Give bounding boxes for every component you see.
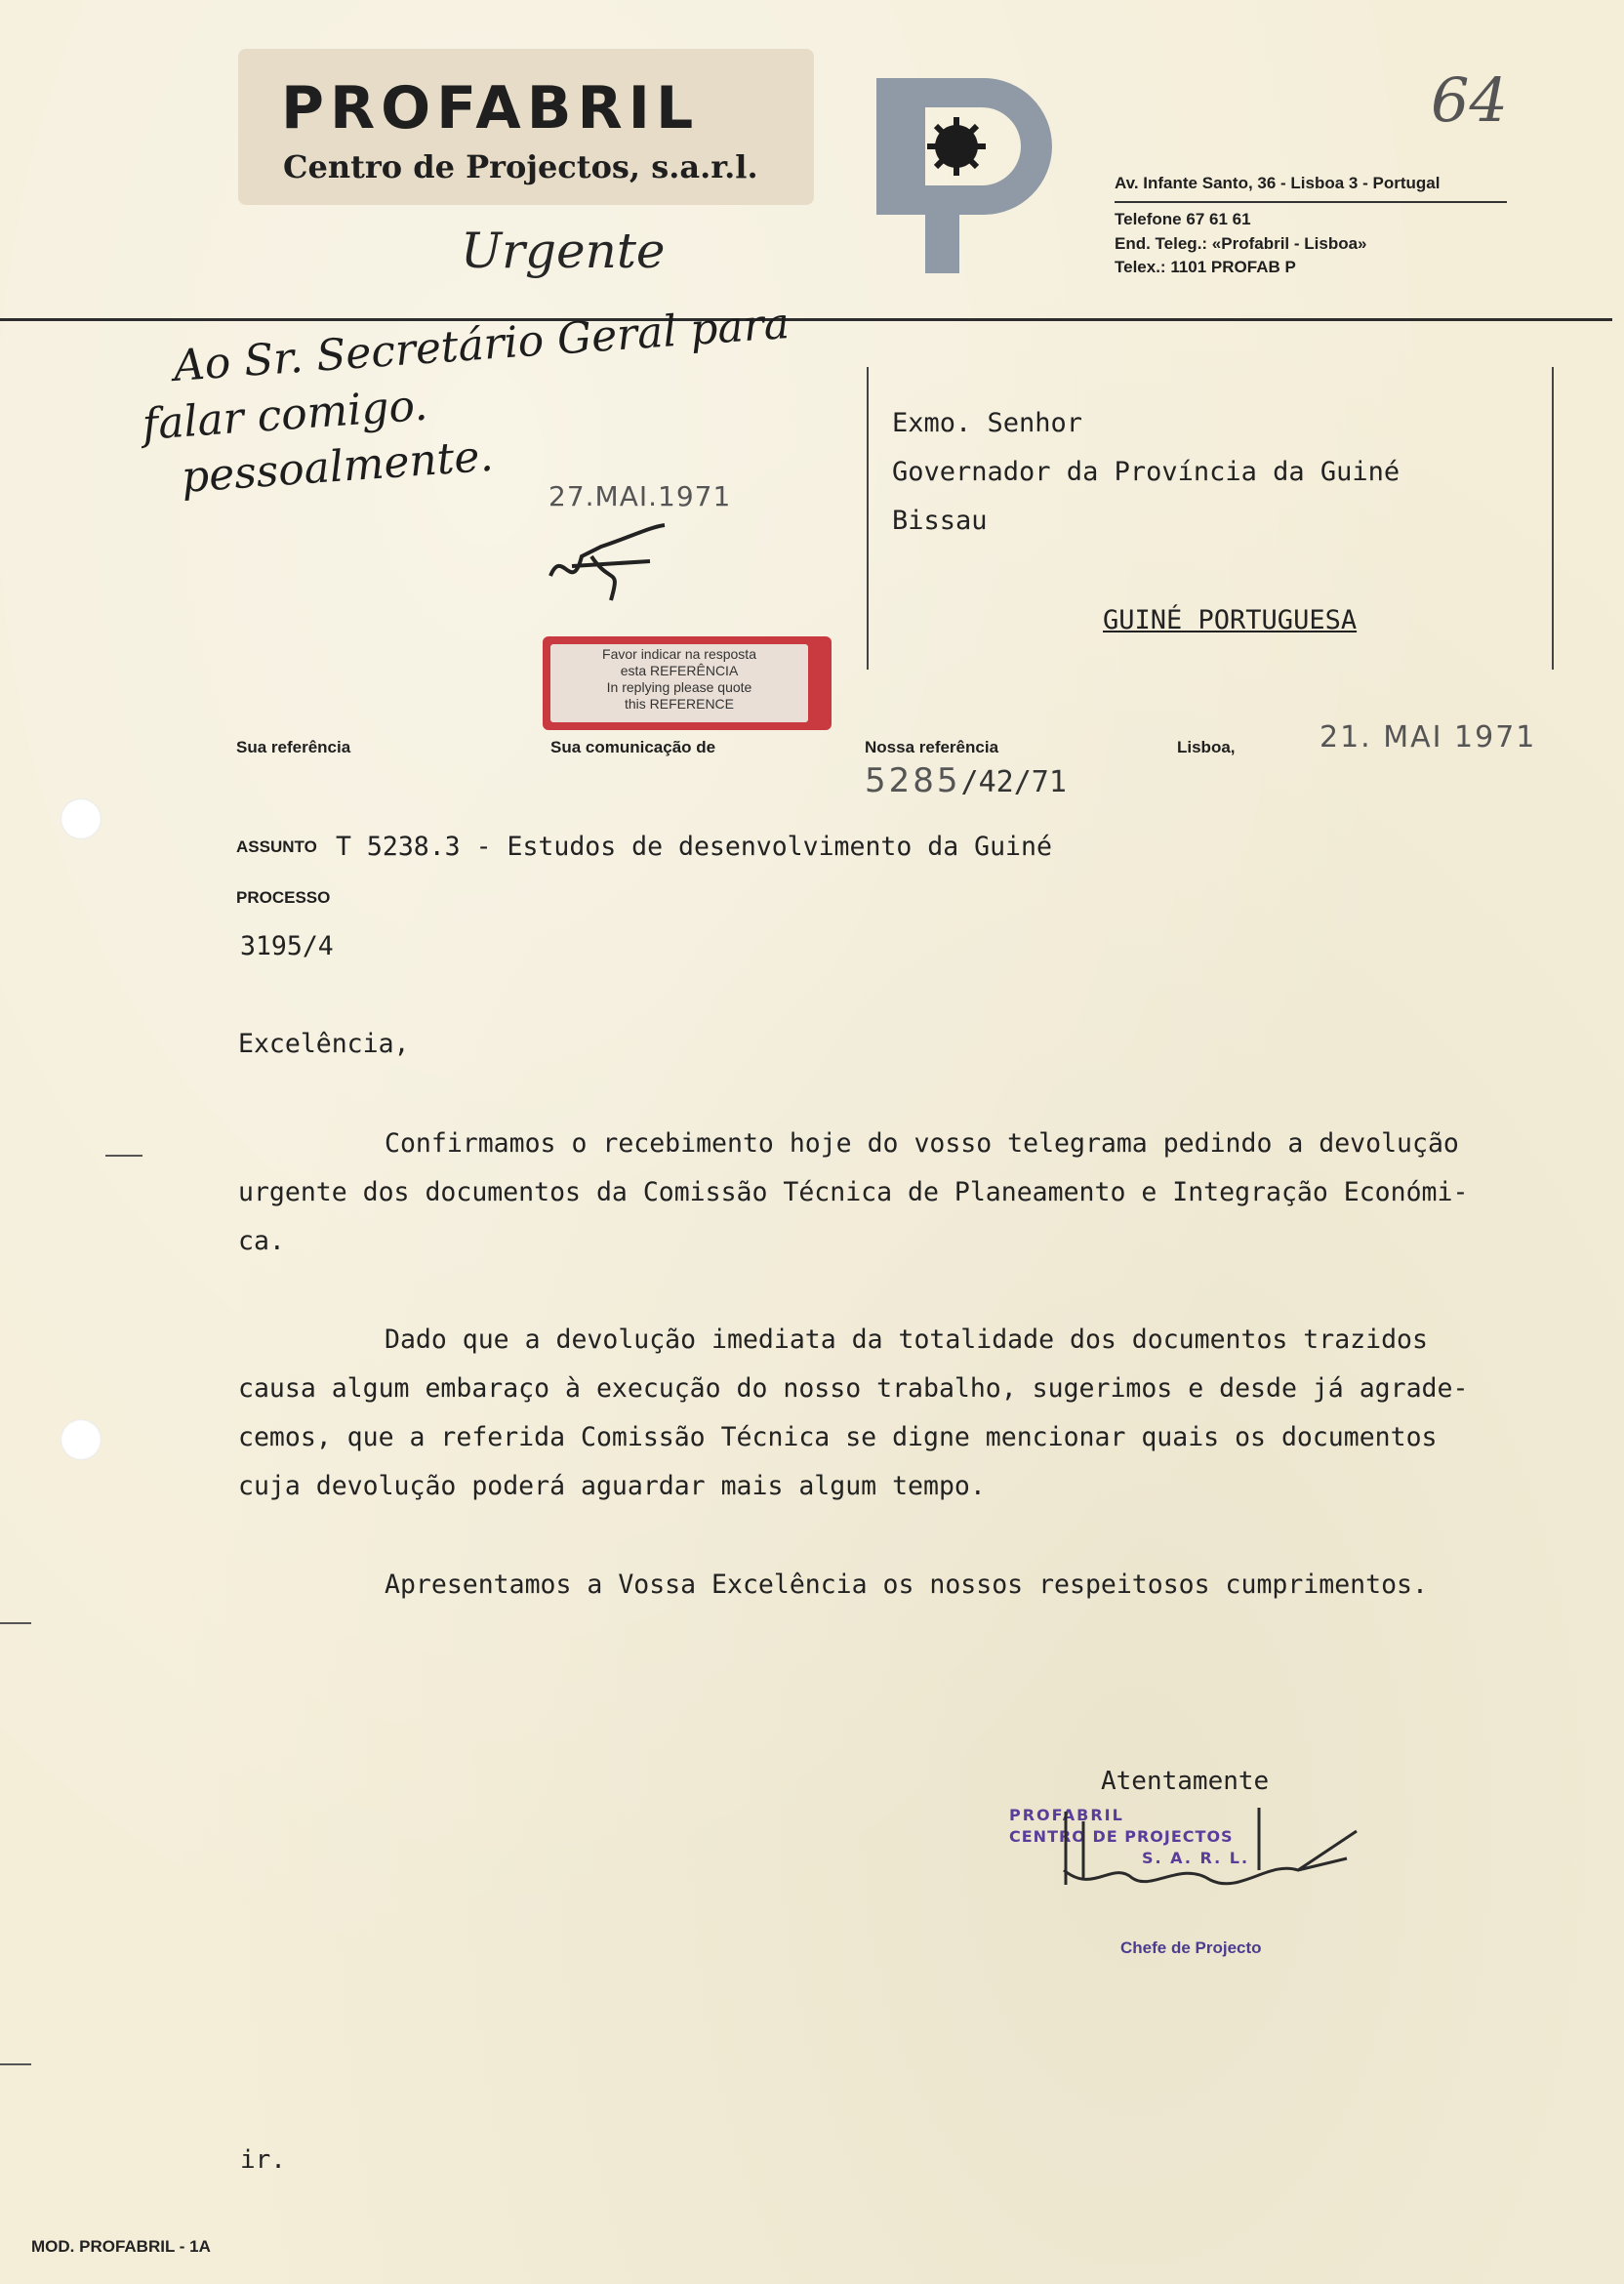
handwritten-initials-icon (543, 517, 679, 605)
company-telex: Telex.: 1101 PROFAB P (1115, 258, 1296, 276)
fold-mark (0, 1622, 31, 1624)
fold-mark (0, 2063, 31, 2065)
typist-initials: ir. (240, 2145, 286, 2175)
form-code-footer: MOD. PROFABRIL - 1A (31, 2237, 211, 2256)
page-number-handwritten: 64 (1431, 64, 1508, 136)
company-phone: Telefone 67 61 61 (1115, 210, 1251, 228)
recipient-bracket-right (1552, 367, 1554, 670)
company-stamp-line: CENTRO DE PROJECTOS (1009, 1827, 1234, 1846)
lisboa-label: Lisboa, (1177, 738, 1236, 756)
reference-number-stamp: 5285 (865, 761, 961, 800)
sua-comunicacao-label: Sua comunicação de (550, 738, 716, 756)
profabril-emblem-icon (867, 68, 1052, 273)
body-paragraph-line: ca. (238, 1226, 285, 1256)
received-date-stamp: 27.MAI.1971 (548, 480, 732, 512)
recipient-city: Bissau (892, 506, 988, 536)
signature-icon (1054, 1802, 1366, 1909)
reference-request-line: this REFERENCE (624, 696, 735, 712)
punch-hole (61, 1419, 102, 1460)
reference-number-suffix: /42/71 (960, 765, 1067, 799)
handwritten-note-line: Ao Sr. Secretário Geral para (172, 298, 792, 391)
processo-label: PROCESSO (236, 888, 331, 907)
nossa-referencia-value (865, 761, 1067, 800)
recipient-country: GUINÉ PORTUGUESA (1103, 605, 1358, 635)
processo-value: 3195/4 (240, 931, 334, 961)
body-paragraph-line: causa algum embaraço à execução do nosso trabalho, sugerimos e desde já agrade- (238, 1373, 1469, 1404)
salutation: Excelência, (238, 1029, 410, 1059)
company-subtitle: Centro de Projectos, s.a.r.l. (283, 148, 758, 185)
body-paragraph-line: cuja devolução poderá aguardar mais algum tempo. (238, 1471, 986, 1501)
header-divider (0, 318, 1612, 321)
reference-request-line: Favor indicar na resposta (602, 646, 756, 662)
sua-referencia-label: Sua referência (236, 738, 351, 756)
company-stamp-line: S. A. R. L. (1142, 1849, 1250, 1867)
signature-title: Chefe de Projecto (1120, 1938, 1262, 1957)
reference-request-label (543, 636, 832, 730)
reference-request-text (550, 644, 808, 722)
assunto-label: ASSUNTO (236, 837, 317, 856)
closing-text: Atentamente (1101, 1767, 1270, 1796)
fold-mark (105, 1155, 142, 1157)
address-divider (1115, 201, 1507, 203)
body-paragraph-line: Confirmamos o recebimento hoje do vosso telegrama pedindo a devolução (385, 1128, 1459, 1159)
recipient-title: Governador da Província da Guiné (892, 457, 1401, 487)
company-name: PROFABRIL (281, 74, 700, 143)
body-paragraph-line: Apresentamos a Vossa Excelência os nossos respeitosos cumprimentos. (385, 1570, 1428, 1600)
reference-request-line: esta REFERÊNCIA (620, 663, 739, 678)
reference-request-line: In replying please quote (606, 679, 752, 695)
punch-hole (61, 798, 102, 839)
assunto-text: T 5238.3 - Estudos de desenvolvimento da Guiné (336, 832, 1052, 862)
company-stamp-line: PROFABRIL (1009, 1806, 1124, 1824)
recipient-bracket-left (867, 367, 869, 670)
handwritten-note-line: pessoalmente. (180, 430, 495, 503)
company-telegraph: End. Teleg.: «Profabril - Lisboa» (1115, 234, 1367, 253)
nossa-referencia-label: Nossa referência (865, 738, 999, 756)
body-paragraph-line: urgente dos documentos da Comissão Técnica de Planeamento e Integração Económi- (238, 1177, 1469, 1207)
company-address: Av. Infante Santo, 36 - Lisboa 3 - Portugal (1115, 174, 1441, 192)
handwritten-note-line: falar comigo. (141, 380, 429, 450)
body-paragraph-line: Dado que a devolução imediata da totalidade dos documentos trazidos (385, 1325, 1428, 1355)
letter-date-stamp: 21. MAI 1971 (1320, 720, 1537, 755)
recipient-salutation: Exmo. Senhor (892, 408, 1083, 438)
handwritten-urgente: Urgente (461, 223, 666, 279)
body-paragraph-line: cemos, que a referida Comissão Técnica se digne mencionar quais os documentos (238, 1422, 1438, 1452)
